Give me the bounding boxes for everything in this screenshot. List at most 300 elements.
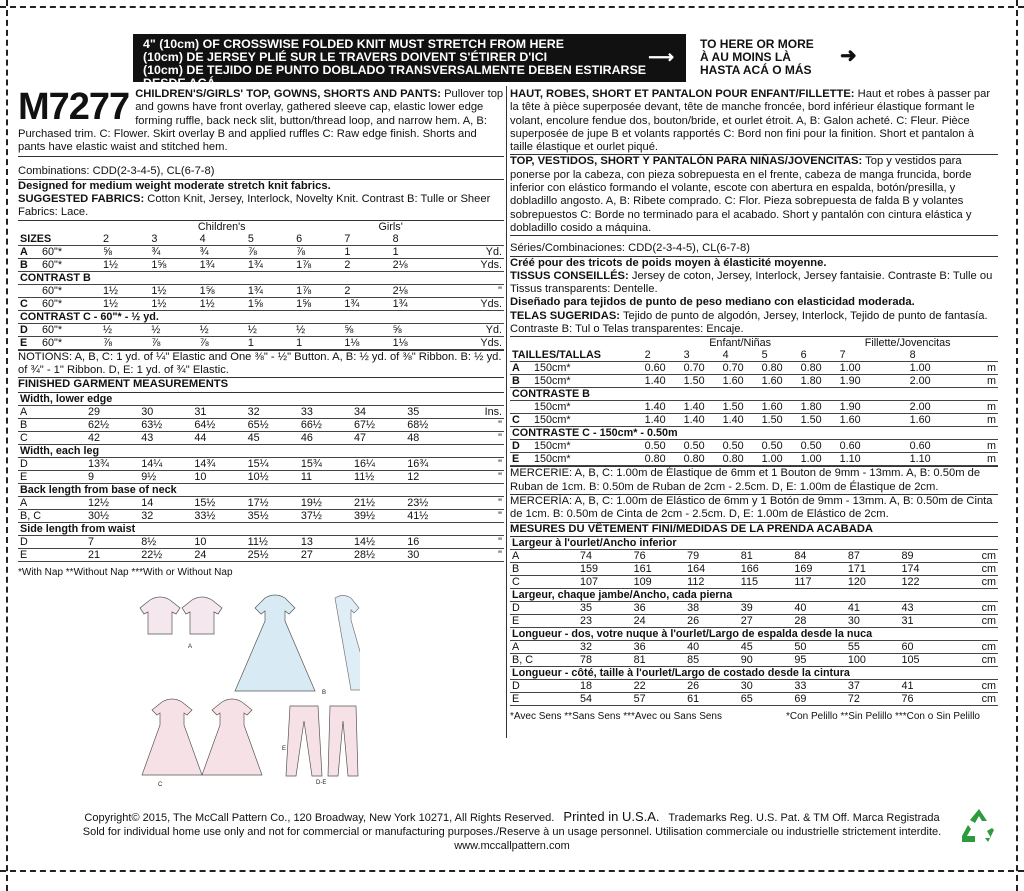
- view-label: B: [18, 418, 82, 431]
- measure-value: 50: [792, 640, 846, 653]
- yardage-value: 2: [342, 258, 390, 271]
- label-d-e: D-E: [316, 780, 327, 786]
- measure-value: 23½: [405, 496, 458, 509]
- fabric-width: 60"*: [40, 258, 101, 271]
- measure-value: 33: [792, 679, 846, 692]
- measure-value: 61: [685, 692, 739, 705]
- fabric-width: 60"*: [40, 323, 101, 336]
- unit: Yds.: [439, 258, 504, 271]
- view-label: [18, 284, 40, 297]
- yardage-value: 1.40: [682, 414, 721, 427]
- yardage-row: [510, 362, 998, 375]
- unit: cm: [953, 562, 998, 575]
- measure-value: 35: [405, 405, 458, 418]
- yardage-value: 1⅛: [391, 336, 439, 349]
- yardage-row: [510, 375, 998, 388]
- view-label: B: [510, 562, 574, 575]
- gauge-line-2: (10cm) DE JERSEY PLIÉ SUR LE TRAVERS DOIVENT S'ÉTIRER D'ICI: [143, 50, 548, 64]
- measure-value: 14¾: [192, 457, 245, 470]
- yardage-value: 1⅞: [294, 258, 342, 271]
- unit: m: [978, 453, 998, 466]
- measure-value: 41½: [405, 509, 458, 522]
- yardage-subhead: CONTRAST C - 60"* - ½ yd.: [18, 310, 504, 323]
- measure-value: 68½: [405, 418, 458, 431]
- yardage-value: 0.50: [760, 440, 799, 453]
- size-header: 7: [342, 233, 390, 246]
- measure-value: 11½: [352, 470, 405, 483]
- measure-value: 69: [792, 692, 846, 705]
- yardage-subhead: CONTRASTE B: [510, 388, 998, 401]
- measure-value: 65: [739, 692, 793, 705]
- suggested-fabrics: [18, 193, 504, 221]
- view-label: D: [510, 440, 532, 453]
- unit: m: [978, 375, 998, 388]
- measure-value: 40: [685, 640, 739, 653]
- measure-value: 117: [792, 575, 846, 588]
- yardage-value: 0.60: [908, 440, 978, 453]
- fr-text: Haut et robes à passer par la tête à pièce superposée devant, tête de manche froncée, bord inférieur élastique formant le volant, encolure fendue dos, bouton/bride, et ourlet étroit. A, B: Galon acheté. C: Fleur. Pièce superposée de jupe B et volants rapportés C: Bord non fini pour la finition. Short et pantalon à taille élastique et ourlet piqué.: [510, 88, 991, 154]
- label-c: C: [158, 782, 163, 788]
- measure-row: [510, 601, 998, 614]
- measure-value: 13: [299, 535, 352, 548]
- size-header: 5: [760, 349, 799, 362]
- fabric-width: 60"*: [40, 336, 101, 349]
- unit: ": [458, 509, 504, 522]
- measure-value: 60: [899, 640, 953, 653]
- yardage-value: 1.10: [838, 453, 908, 466]
- fr-description: [510, 88, 998, 155]
- cut-line-left: [6, 0, 8, 891]
- fabric-width: 60"*: [40, 245, 101, 258]
- yardage-value: 1.40: [643, 414, 682, 427]
- yardage-value: ¾: [198, 245, 246, 258]
- measure-row: [18, 431, 504, 444]
- measure-value: 28: [792, 614, 846, 627]
- yardage-value: 0.60: [643, 362, 682, 375]
- measure-value: 79: [685, 549, 739, 562]
- designed-for: Designed for medium weight moderate stretch knit fabrics.: [18, 179, 331, 192]
- measure-value: 22½: [139, 548, 192, 561]
- measure-value: 166: [739, 562, 793, 575]
- trademarks: Trademarks Reg. U.S. Pat. & TM Off. Marca Registrada: [668, 812, 940, 824]
- yardage-value: ⅞: [101, 336, 149, 349]
- yardage-value: ⅞: [294, 245, 342, 258]
- measure-value: 10: [192, 470, 245, 483]
- measure-value: 21½: [352, 496, 405, 509]
- measure-value: 25½: [246, 548, 299, 561]
- yardage-value: 1¾: [342, 297, 390, 310]
- blank-cell: [510, 337, 532, 349]
- measure-value: 89: [899, 549, 953, 562]
- yardage-value: 1½: [101, 297, 149, 310]
- view-label: B, C: [18, 509, 82, 522]
- recycle-icon: [958, 806, 1000, 848]
- measure-value: 26: [685, 679, 739, 692]
- nap-notes-metric: [510, 710, 980, 723]
- yardage-value: 1.10: [908, 453, 978, 466]
- size-group-a: Enfant/Niñas: [709, 337, 772, 350]
- yardage-row: [510, 427, 998, 440]
- unit: ": [458, 535, 504, 548]
- sizes-label: SIZES: [18, 233, 101, 246]
- view-b-back: [335, 596, 360, 691]
- size-header: 3: [682, 349, 721, 362]
- merceria: MERCERÍA: A, B, C: 1.00m de Elástico de 6mm y 1 Botón de 9mm - 13mm. A, B: 0.50m de Cinta de 1cm. B: 0.50m de Cinta de 2cm - 2.5cm. D, E: 1.00m de Elástico de 2cm.: [510, 494, 998, 522]
- view-label: A: [18, 245, 40, 258]
- measure-value: 62½: [86, 418, 139, 431]
- measure-heading: Largeur, chaque jambe/Ancho, cada pierna: [510, 588, 998, 601]
- yardage-value: ⅞: [149, 336, 197, 349]
- measure-value: 84: [792, 549, 846, 562]
- suggested-text: Cotton Knit, Jersey, Interlock, Novelty Knit. Contrast B: Tulle or Sheer Fabrics: Lace.: [18, 193, 491, 219]
- gauge-right-3: HASTA ACÁ O MÁS: [700, 63, 812, 77]
- view-label: C: [18, 297, 40, 310]
- measure-row: [18, 405, 504, 418]
- arrow-right-icon: ➜: [840, 45, 857, 67]
- measure-value: 76: [899, 692, 953, 705]
- column-divider: [506, 86, 507, 738]
- measure-value: 39: [739, 601, 793, 614]
- unit: Yds.: [439, 297, 504, 310]
- measure-value: 41: [846, 601, 900, 614]
- view-label: A: [510, 549, 574, 562]
- measure-value: 90: [739, 653, 793, 666]
- combinations: Combinations: CDD(2-3-4-5), CL(6-7-8): [18, 165, 504, 179]
- measure-value: 8½: [139, 535, 192, 548]
- measure-value: 66½: [299, 418, 352, 431]
- yardage-value: 0.80: [799, 362, 838, 375]
- unit: Yds.: [439, 336, 504, 349]
- measure-section: [18, 393, 504, 406]
- sizes-row: [510, 349, 998, 362]
- measure-value: 30: [139, 405, 192, 418]
- es-text: Top y vestidos para ponerse por la cabeza, con pieza sobrepuesta en el frente, cabeza de manga fruncida, borde inferior con elástico formando el volante, escote con abertura en espalda, botón/presilla, y dobladillo angosto. A, B: Ribete comprado. C: Flor. Pieza sobrepuesta de falda B y volantes sobrepuestos C: Borde no terminado para el acabado. Short y pantalón con cintura elástica y dobladillo cosido a máquina.: [510, 155, 972, 234]
- arrow-right-icon: ⟶: [648, 47, 674, 67]
- measure-value: 76: [632, 549, 686, 562]
- measure-heading: Width, each leg: [18, 444, 504, 457]
- measure-value: 31: [192, 405, 245, 418]
- view-label: C: [510, 414, 532, 427]
- view-label: A: [510, 640, 574, 653]
- unit: m: [978, 401, 998, 414]
- unit: ": [458, 418, 504, 431]
- measurements-table-metric: [510, 537, 998, 706]
- size-header: 8: [908, 349, 978, 362]
- size-header: 3: [149, 233, 197, 246]
- yardage-value: 1: [342, 245, 390, 258]
- measure-row: [510, 653, 998, 666]
- french-spanish-column: [510, 88, 998, 723]
- fabric-width: 150cm*: [532, 401, 643, 414]
- yardage-value: 1½: [101, 258, 149, 271]
- yardage-row: [510, 388, 998, 401]
- measure-value: 54: [578, 692, 632, 705]
- measure-value: 95: [792, 653, 846, 666]
- notions: NOTIONS: A, B, C: 1 yd. of ¼" Elastic and One ⅜" - ½" Button. A, B: ½ yd. of ⅜" Ribbon. B: ½ yd. of ¾" - 1" Ribbon. D, E: 1 yd. of ¾" Elastic.: [18, 350, 504, 379]
- yardage-value: 1.40: [643, 375, 682, 388]
- yardage-row: [18, 284, 504, 297]
- measure-value: 43: [899, 601, 953, 614]
- measure-row: [18, 418, 504, 431]
- yardage-value: ½: [198, 323, 246, 336]
- unit: cm: [953, 614, 998, 627]
- measure-value: 11½: [246, 535, 299, 548]
- measure-value: 85: [685, 653, 739, 666]
- measure-value: 169: [792, 562, 846, 575]
- measure-row: [510, 692, 998, 705]
- measure-value: 9½: [139, 470, 192, 483]
- yardage-subhead: CONTRAST B: [18, 271, 504, 284]
- blank-cell: [978, 349, 998, 362]
- measure-value: 21: [86, 548, 139, 561]
- usage-notice: Sold for individual home use only and not for commercial or manufacturing purposes./Reserve à un usage personnel. Utilisation commerciale ou industrielle strictement interdite.: [82, 826, 942, 838]
- measure-value: 32: [139, 509, 192, 522]
- cut-line-right: [1016, 0, 1018, 891]
- gauge-right-2: À AU MOINS LÀ: [700, 50, 791, 64]
- blank-cell: [439, 233, 504, 246]
- yardage-value: 0.80: [643, 453, 682, 466]
- measure-value: 15¼: [246, 457, 299, 470]
- unit: cm: [953, 575, 998, 588]
- english-column: [18, 88, 504, 579]
- yardage-row: [510, 401, 998, 414]
- measure-value: 164: [685, 562, 739, 575]
- stretch-gauge: [133, 34, 686, 90]
- yardage-value: 1: [294, 336, 342, 349]
- measure-value: 48: [405, 431, 458, 444]
- pattern-number: M7277: [18, 86, 130, 128]
- measure-value: 15¾: [299, 457, 352, 470]
- measure-value: 115: [739, 575, 793, 588]
- yardage-value: 1¾: [198, 258, 246, 271]
- measure-value: 37½: [299, 509, 352, 522]
- view-label: D: [18, 457, 82, 470]
- measure-value: 14¼: [139, 457, 192, 470]
- yardage-row: [18, 245, 504, 258]
- measure-value: 14½: [352, 535, 405, 548]
- measure-value: 33½: [192, 509, 245, 522]
- unit: Yd.: [439, 245, 504, 258]
- blank-cell: [978, 337, 998, 349]
- measure-section: [510, 537, 998, 550]
- measure-section: [18, 483, 504, 496]
- size-header: 2: [101, 233, 149, 246]
- yardage-value: 1⅛: [342, 336, 390, 349]
- copyright: Copyright© 2015, The McCall Pattern Co., 120 Broadway, New York 10271, All Rights Reserved.: [84, 812, 555, 824]
- gauge-line-3: (10cm) DE TEJIDO DE PUNTO DOBLADO TRANSVERSALMENTE DEBEN ESTIRARSE DESDE ACÁ: [143, 63, 647, 90]
- yardage-value: 0.50: [799, 440, 838, 453]
- yardage-value: ⅞: [246, 245, 294, 258]
- measure-value: 41: [899, 679, 953, 692]
- sizes-row: [18, 233, 504, 246]
- telas: [510, 310, 998, 338]
- measure-value: 11: [299, 470, 352, 483]
- measure-value: 16¼: [352, 457, 405, 470]
- yardage-value: 0.70: [682, 362, 721, 375]
- label-a: A: [188, 644, 193, 650]
- size-header: 7: [838, 349, 908, 362]
- measure-heading: Width, lower edge: [18, 393, 504, 406]
- measure-value: 18: [578, 679, 632, 692]
- measure-heading: Side length from waist: [18, 522, 504, 535]
- size-group-b: Fillette/Jovencitas: [864, 337, 951, 350]
- measure-value: 36: [632, 640, 686, 653]
- measure-section: [510, 627, 998, 640]
- unit: ": [458, 431, 504, 444]
- yardage-value: 0.70: [721, 362, 760, 375]
- measure-value: 65½: [246, 418, 299, 431]
- view-b-front: [235, 595, 315, 691]
- measure-value: 120: [846, 575, 900, 588]
- size-header: 6: [799, 349, 838, 362]
- view-a-back: [182, 597, 222, 634]
- size-header: 6: [294, 233, 342, 246]
- measure-row: [18, 535, 504, 548]
- measure-value: 30: [405, 548, 458, 561]
- measure-value: 78: [578, 653, 632, 666]
- measure-value: 10: [192, 535, 245, 548]
- measure-value: 64½: [192, 418, 245, 431]
- view-c-front: [142, 699, 202, 775]
- yardage-value: 1.80: [799, 375, 838, 388]
- measure-value: 105: [899, 653, 953, 666]
- measure-value: 159: [578, 562, 632, 575]
- view-label: A: [18, 496, 82, 509]
- unit: m: [978, 414, 998, 427]
- unit: Ins.: [458, 405, 504, 418]
- measure-value: 27: [299, 548, 352, 561]
- yardage-value: 0.50: [721, 440, 760, 453]
- unit: ": [458, 496, 504, 509]
- yardage-value: 1½: [101, 284, 149, 297]
- view-label: D: [510, 679, 574, 692]
- yardage-value: 1.40: [721, 414, 760, 427]
- measure-value: 28½: [352, 548, 405, 561]
- yardage-row: [18, 258, 504, 271]
- es-title: TOP, VESTIDOS, SHORT Y PANTALÓN PARA NIÑAS/JOVENCITAS:: [510, 155, 863, 168]
- yardage-value: 0.50: [643, 440, 682, 453]
- yardage-value: 1.00: [838, 362, 908, 375]
- fabric-width: 150cm*: [532, 414, 643, 427]
- measure-section: [18, 444, 504, 457]
- stretch-gauge-target: [700, 38, 880, 77]
- measure-value: 38: [685, 601, 739, 614]
- yardage-value: 1½: [198, 297, 246, 310]
- view-label: [510, 401, 532, 414]
- telas-label: TELAS SUGERIDAS:: [510, 309, 621, 322]
- yardage-value: 1½: [149, 297, 197, 310]
- measure-row: [18, 548, 504, 561]
- gauge-right-1: TO HERE OR MORE: [700, 37, 814, 51]
- measure-section: [18, 522, 504, 535]
- view-label: E: [510, 453, 532, 466]
- measure-value: 27: [739, 614, 793, 627]
- pattern-header: [18, 88, 504, 157]
- measure-row: [18, 457, 504, 470]
- measure-value: 13¾: [86, 457, 139, 470]
- fabric-width: 150cm*: [532, 440, 643, 453]
- unit: m: [978, 440, 998, 453]
- printed-in: Printed in U.S.A.: [563, 809, 660, 824]
- measure-value: 57: [632, 692, 686, 705]
- website: www.mccallpattern.com: [454, 840, 570, 852]
- measure-value: 39½: [352, 509, 405, 522]
- yardage-value: 1.60: [908, 414, 978, 427]
- measure-value: 112: [685, 575, 739, 588]
- measure-row: [510, 575, 998, 588]
- mesures-title: MESURES DU VÊTEMENT FINI/MEDIDAS DE LA PRENDA ACABADA: [510, 522, 998, 537]
- yardage-value: ½: [149, 323, 197, 336]
- yardage-value: 2⅛: [391, 284, 439, 297]
- measure-heading: Longueur - dos, votre nuque à l'ourlet/Largo de espalda desde la nuca: [510, 627, 998, 640]
- pattern-description: Pullover top and gowns have front overlay, gathered sleeve cap, elastic lower edge forming ruffle, back neck slit, button/thread loop, and narrow hem. A, B: Purchased trim. C: Flower. Skirt overlay B and applied ruffles C: Raw edge finish. Shorts and pants have elastic waist and stitched hem.: [18, 88, 504, 154]
- yardage-value: ⅞: [198, 336, 246, 349]
- fabric-width: 60"*: [40, 284, 101, 297]
- blank-cell: [439, 221, 504, 233]
- measure-value: 12½: [86, 496, 139, 509]
- measure-value: 30½: [86, 509, 139, 522]
- measure-value: 100: [846, 653, 900, 666]
- measure-section: [510, 588, 998, 601]
- view-label: E: [510, 614, 574, 627]
- nap-note-es: *Con Pelillo **Sin Pelillo ***Con o Sin Pelillo: [786, 710, 980, 722]
- combinations-fr: Séries/Combinaciones: CDD(2-3-4-5), CL(6-7-8): [510, 242, 998, 256]
- size-group-row: [18, 221, 504, 233]
- tissus: [510, 270, 998, 297]
- unit: m: [978, 362, 998, 375]
- measure-value: 34: [352, 405, 405, 418]
- yardage-value: 1: [391, 245, 439, 258]
- measure-value: 42: [86, 431, 139, 444]
- measure-value: 37: [846, 679, 900, 692]
- pattern-title: CHILDREN'S/GIRLS' TOP, GOWNS, SHORTS AND PANTS:: [135, 88, 441, 100]
- unit: cm: [953, 679, 998, 692]
- measure-value: 9: [86, 470, 139, 483]
- yardage-value: ⅝: [342, 323, 390, 336]
- unit: ": [439, 284, 504, 297]
- yardage-row: [18, 310, 504, 323]
- copyright-line: [0, 810, 1024, 825]
- suggested-label: SUGGESTED FABRICS:: [18, 193, 145, 206]
- yardage-value: 1⅝: [294, 297, 342, 310]
- measure-heading: Longueur - côté, taille à l'ourlet/Largo de costado desde la cintura: [510, 666, 998, 679]
- fabric-width: 60"*: [40, 297, 101, 310]
- size-header: 4: [721, 349, 760, 362]
- tissus-label: TISSUS CONSEILLÉS:: [510, 269, 629, 282]
- yardage-value: 1.60: [760, 375, 799, 388]
- yardage-value: 1¾: [246, 258, 294, 271]
- view-label: B: [510, 375, 532, 388]
- measure-value: 36: [632, 601, 686, 614]
- measure-value: 72: [846, 692, 900, 705]
- yardage-value: 0.80: [682, 453, 721, 466]
- view-label: E: [18, 470, 82, 483]
- yardage-value: 1.50: [799, 414, 838, 427]
- measure-value: 32: [246, 405, 299, 418]
- unit: cm: [953, 653, 998, 666]
- yardage-value: 0.60: [838, 440, 908, 453]
- gauge-line-1: 4" (10cm) OF CROSSWISE FOLDED KNIT MUST STRETCH FROM HERE: [143, 37, 564, 51]
- measure-value: 31: [899, 614, 953, 627]
- measure-row: [18, 470, 504, 483]
- measure-value: 32: [578, 640, 632, 653]
- measure-value: 161: [632, 562, 686, 575]
- tissus-text: Jersey de coton, Jersey, Interlock, Jersey fantaisie. Contraste B: Tulle ou Tissus transparents: Dentelle.: [510, 269, 993, 296]
- unit: cm: [953, 549, 998, 562]
- measure-value: 171: [846, 562, 900, 575]
- measure-row: [510, 640, 998, 653]
- fabric-width: 150cm*: [532, 362, 643, 375]
